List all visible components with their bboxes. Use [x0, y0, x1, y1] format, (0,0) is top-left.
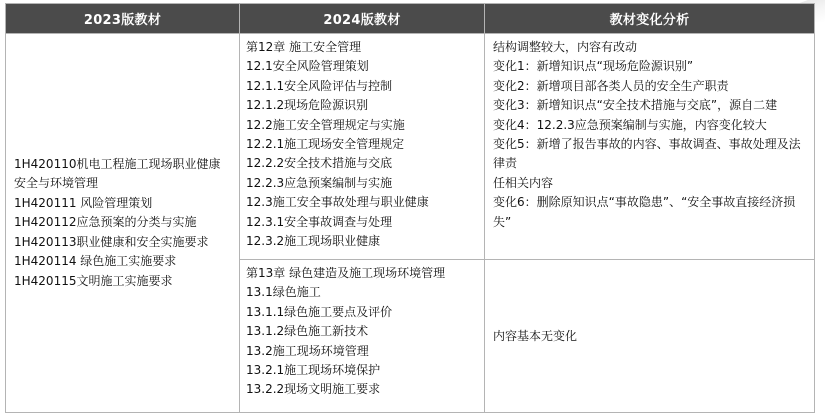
- list-item-2024: 12.2施工安全管理规定与实施: [246, 117, 405, 132]
- analysis-item: 变化2：新增项目部各类人员的安全生产职责: [493, 78, 729, 93]
- analysis-item: 变化3：新增知识点“安全技术措施与交底”，源自二建: [493, 98, 778, 113]
- chapter13-title: 第13章 绿色建造及施工现场环境管理: [246, 266, 446, 280]
- list-item-2024: 12.1.1安全风险评估与控制: [246, 78, 393, 93]
- list-item-2024: 13.1绿色施工: [246, 285, 321, 300]
- list-item-2024: 13.2.1施工现场环境保护: [246, 363, 381, 378]
- analysis-summary: 内容基本无变化: [493, 329, 578, 344]
- chapter12-title: 第12章 施工安全管理: [246, 40, 362, 54]
- analysis-item: 任相关内容: [493, 175, 554, 190]
- list-item-2024: 13.2施工现场环境管理: [246, 343, 369, 358]
- list-item-2023: 1H420112应急预案的分类与实施: [14, 215, 197, 230]
- cell-2023-content: [6, 34, 240, 413]
- list-item-2024: 12.1安全风险管理策划: [246, 59, 369, 74]
- list-item-2024: 12.3施工安全事故处理与职业健康: [246, 195, 429, 210]
- header-analysis: 教材变化分析: [485, 4, 815, 34]
- comparison-table: [5, 3, 815, 413]
- list-item-2024: 13.1.2绿色施工新技术: [246, 324, 369, 339]
- list-item-2023: 1H420115文明施工实施要求: [14, 273, 173, 288]
- list-item-2024: 12.2.3应急预案编制与实施: [246, 175, 393, 190]
- list-item-2023: 1H420111 风险管理策划: [14, 195, 153, 210]
- analysis-item: 变化5：新增了报告事故的内容、事故调查、事故处理及法律责: [493, 137, 801, 171]
- cell-2024-chapter12: [240, 34, 485, 260]
- cell-analysis-chapter12: [485, 34, 815, 260]
- list-item-2024: 12.3.2施工现场职业健康: [246, 234, 381, 249]
- header-2024: 2024版教材: [240, 4, 485, 34]
- header-2023: 2023版教材: [6, 4, 240, 34]
- list-item-2023: 1H420110机电工程施工现场职业健康安全与环境管理: [14, 157, 221, 191]
- list-item-2024: 13.1.1绿色施工要点及评价: [246, 304, 393, 319]
- list-item-2024: 12.3.1安全事故调查与处理: [246, 214, 393, 229]
- list-item-2024: 13.2.2现场文明施工要求: [246, 382, 381, 397]
- list-item-2024: 12.2.2安全技术措施与交底: [246, 156, 393, 171]
- cell-2024-chapter13: [240, 260, 485, 413]
- analysis-item: 变化4：12.2.3应急预案编制与实施，内容变化较大: [493, 117, 767, 132]
- header-row: [6, 4, 815, 34]
- list-item-2024: 12.1.2现场危险源识别: [246, 98, 369, 113]
- list-item-2023: 1H420114 绿色施工实施要求: [14, 254, 177, 269]
- table-row-chapter12: [6, 34, 815, 260]
- list-item-2024: 12.2.1施工现场安全管理规定: [246, 137, 405, 152]
- list-item-2023: 1H420113职业健康和安全实施要求: [14, 234, 209, 249]
- analysis-item: 变化6：删除原知识点“事故隐患”、“安全事故直接经济损失”: [493, 195, 796, 229]
- analysis-summary: 结构调整较大，内容有改动: [493, 40, 638, 54]
- analysis-item: 变化1：新增知识点“现场危险源识别”: [493, 59, 694, 74]
- cell-analysis-chapter13: [485, 260, 815, 413]
